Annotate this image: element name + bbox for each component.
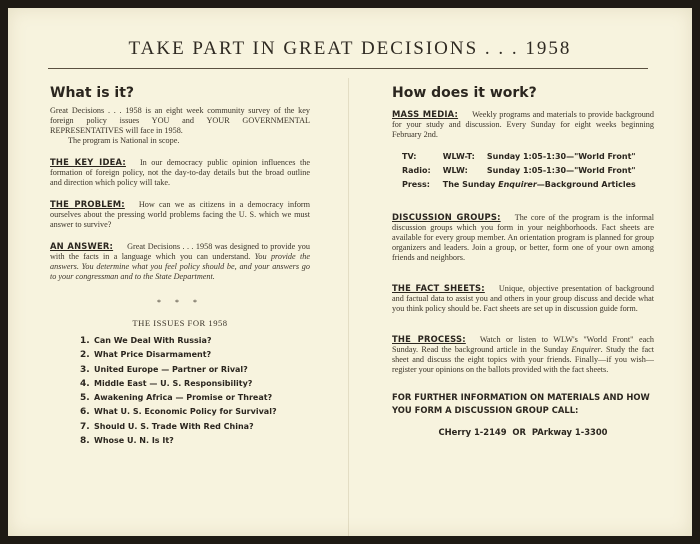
process-section: THE PROCESS: Watch or listen to WLW's "World Front" each Sunday. Read the background article in the Sunday Enquirer. Study the fact sheet and discuss the eight topics with your friends. Finally—if you wish—register your opinions on the ballots provided with the fact sheets. <box>392 334 654 374</box>
list-item: 6. What U. S. Economic Policy for Survival? <box>80 407 277 418</box>
issues-title: THE ISSUES FOR 1958 <box>132 318 228 328</box>
what-heading: What is it? <box>50 85 135 101</box>
answer-heading: AN ANSWER: <box>50 241 114 251</box>
answer-text: Great Decisions . . . 1958 was designed to provide you with the facts in a language which you can understand. <box>50 242 310 261</box>
issues-list <box>50 334 310 448</box>
what-text-2: The program is National in scope. <box>68 136 180 145</box>
discussion-groups-section <box>392 212 654 263</box>
fact-sheets-section <box>392 283 654 314</box>
brochure-sheet <box>8 8 692 536</box>
key-idea-text: In our democracy public opinion influences the formation of foreign policy, not the day-to-day details but the broad outline and direction which policy will take. <box>50 158 310 187</box>
broadcast-schedule <box>402 150 648 192</box>
right-column <box>392 78 654 437</box>
page-title: TAKE PART IN GREAT DECISIONS . . . 1958 <box>128 38 572 59</box>
fact-sheets-heading: THE FACT SHEETS: <box>392 283 485 293</box>
problem-heading: THE PROBLEM: <box>50 199 125 209</box>
discussion-groups-heading: DISCUSSION GROUPS: <box>392 212 501 222</box>
separator-stars: * * * <box>157 298 203 307</box>
list-item: 5. Awakening Africa — Promise or Threat? <box>80 393 273 404</box>
mass-media-heading: MASS MEDIA: <box>392 109 459 119</box>
problem-section <box>50 199 310 230</box>
table-row: Radio: WLW: Sunday 1:05-1:30—"World Front" <box>402 166 636 175</box>
list-item: 4. Middle East — U. S. Responsibility? <box>80 378 253 389</box>
answer-section <box>50 241 310 282</box>
list-item: 2. What Price Disarmament? <box>80 350 212 361</box>
phone-2: PArkway 1-3300 <box>531 427 608 437</box>
table-row: TV: WLW-T: Sunday 1:05-1:30—"World Front" <box>402 152 636 161</box>
answer-italic: You provide the answers. You determine what you feel policy should be, and your answers go to your congressman and to the State Department. <box>50 252 310 281</box>
phone-numbers <box>392 427 654 437</box>
discussion-groups-text: The core of the program is the informal discussion groups which you form in your neighborhoods. Fact sheets are available for every group member. An orientation program is planned for group organizers and leaders. Join a group, or better, form one of your own among friends and neighbors. <box>392 213 654 262</box>
key-idea-heading: THE KEY IDEA: <box>50 157 126 167</box>
mass-media-text: Weekly programs and materials to provide background for your study and discussion. Every Sunday for eight weeks beginning February 2nd. <box>392 110 654 139</box>
what-text: Great Decisions . . . 1958 is an eight week community survey of the key foreign policy issues YOU and YOUR GOVERNMENTAL REPRESENTATIVES will face in 1958. <box>50 106 310 135</box>
left-column <box>50 78 310 448</box>
how-heading: How does it work? <box>392 85 537 101</box>
list-item: 1. Can We Deal With Russia? <box>80 336 212 346</box>
list-item: 3. United Europe — Partner or Rival? <box>80 364 248 375</box>
mass-media-section <box>392 109 654 140</box>
fact-sheets-text: Unique, objective presentation of background and factual data to assist you and others in your group discuss and decide what you think policy should be. Fact sheets are set up in discussion guide form. <box>392 284 654 313</box>
table-row: Press: The Sunday Enquirer—Background Articles <box>402 180 636 189</box>
center-fold <box>348 78 349 536</box>
key-idea-section <box>50 157 310 188</box>
list-item: 8. Whose U. N. Is It? <box>80 436 174 447</box>
phone-1: CHerry 1-2149 <box>438 427 507 437</box>
process-heading: THE PROCESS: <box>392 334 466 344</box>
further-info: FOR FURTHER INFORMATION ON MATERIALS AND HOW YOU FORM A DISCUSSION GROUP CALL: <box>392 392 650 415</box>
list-item: 7. Should U. S. Trade With Red China? <box>80 421 254 432</box>
phone-or: OR <box>512 427 526 437</box>
problem-text: How can we as citizens in a democracy inform ourselves about the pressing world problems facing the U. S. which we must answer to survive? <box>50 200 311 229</box>
title-rule <box>48 68 648 69</box>
